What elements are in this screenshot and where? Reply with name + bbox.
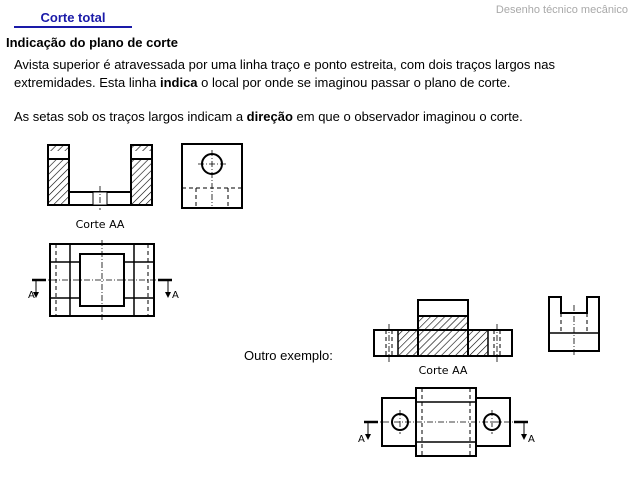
other-example-label: Outro exemplo: [244, 348, 333, 363]
para1-text-1: Avista superior é atravessada por uma linha traço e ponto estreita, com dois traços largos nas extremidades. Esta linha [14, 57, 555, 90]
paragraph-arrows [14, 108, 626, 126]
brand-label: Desenho técnico mecânico [495, 4, 628, 16]
figure2-arrow-label-right: A [528, 434, 535, 445]
figure1-top-view [26, 240, 179, 322]
paragraph-cutting-line [14, 56, 626, 92]
figure2-arrow-label-left: A [358, 434, 365, 445]
section-link[interactable]: Corte total [14, 10, 132, 28]
figure1-side-view [178, 140, 248, 216]
para2-text-1: As setas sob os traços largos indicam a [14, 109, 247, 124]
figure2-caption: Corte AA [418, 364, 468, 377]
figure1-arrow-label-right: A [172, 290, 179, 301]
para1-bold: indica [159, 75, 198, 90]
figure2-side-view [545, 293, 605, 357]
figure1-caption: Corte AA [75, 218, 125, 231]
para2-text-2: em que o observador imaginou o corte. [292, 109, 523, 124]
figure1-section-view [40, 140, 160, 240]
figure1-arrow-label-left: A [28, 290, 35, 301]
para2-bold: direção [246, 109, 293, 124]
slide-title: Indicação do plano de corte [6, 35, 178, 50]
figure2-top-view [356, 384, 536, 464]
para1-text-2: o local por onde se imaginou passar o plano de corte. [197, 75, 511, 90]
figure2-section-view [368, 294, 518, 376]
